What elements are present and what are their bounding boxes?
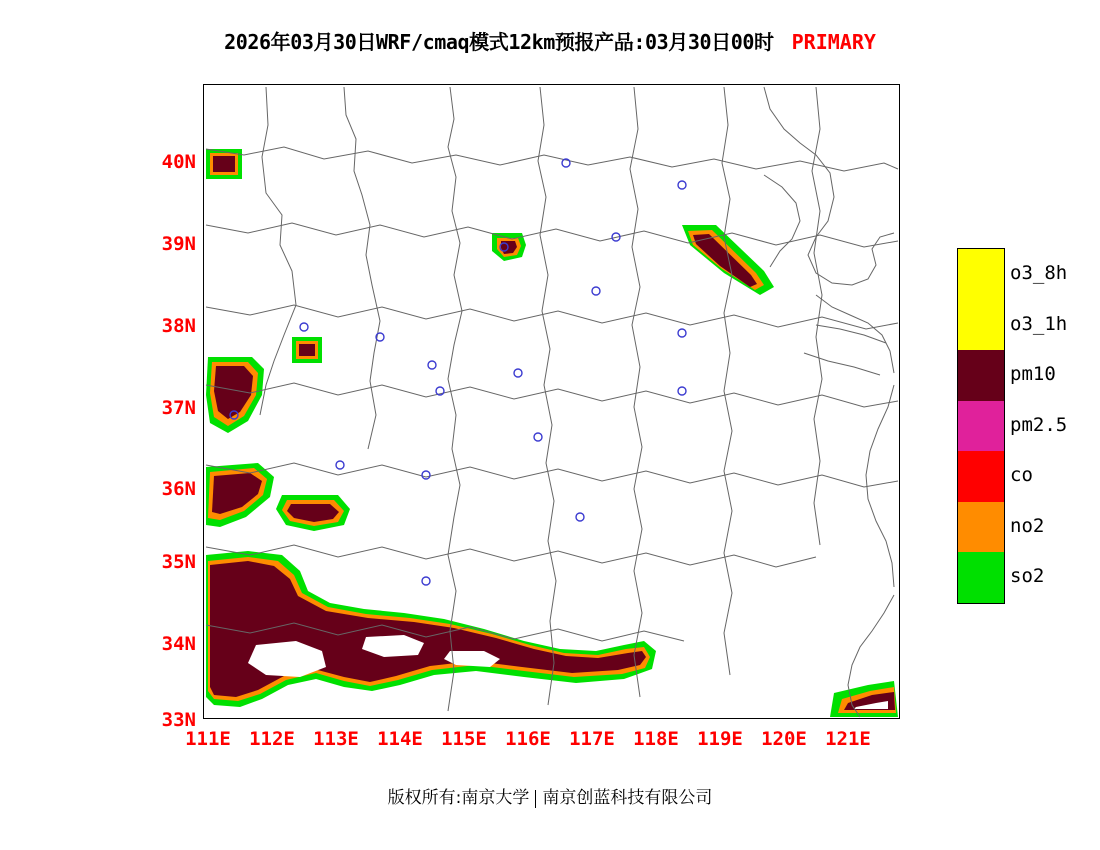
region-henan-anhui-long-band [206, 551, 656, 707]
axis-label-lat-38n: 38N [161, 315, 196, 337]
region-shanxi-west-band [206, 337, 322, 433]
map-canvas[interactable] [203, 84, 900, 719]
footer-divider [535, 790, 536, 808]
legend-colorbar [957, 248, 1005, 604]
legend-swatch-pm10[interactable] [958, 350, 1004, 401]
region-south-shandong-band [206, 463, 350, 531]
legend-swatch-co[interactable] [958, 451, 1004, 502]
region-southeast-coast-patch [830, 681, 898, 717]
copyright-right: 南京创蓝科技有限公司 [542, 788, 713, 808]
axis-label-lon-115e: 115E [441, 728, 487, 750]
axis-label-lon-119e: 119E [697, 728, 743, 750]
copyright-left: 版权所有:南京大学 [387, 788, 530, 808]
axis-label-lat-40n: 40N [161, 151, 196, 173]
title-text: 2026年03月30日WRF/cmaq模式12km预报产品:03月30日00时 [224, 30, 774, 54]
legend-swatch-no2[interactable] [958, 502, 1004, 553]
axis-label-lat-39n: 39N [161, 233, 196, 255]
legend-labels [1010, 248, 1100, 604]
axis-label-lon-121e: 121E [825, 728, 871, 750]
axis-label-lon-112e: 112E [249, 728, 295, 750]
legend-swatch-o3-8h[interactable] [958, 249, 1004, 300]
axis-label-lon-116e: 116E [505, 728, 551, 750]
legend-label-co: co [1010, 464, 1033, 487]
legend-label-no2: no2 [1010, 514, 1045, 537]
legend-swatch-pm25[interactable] [958, 401, 1004, 452]
legend-label-o3-1h: o3_1h [1010, 312, 1068, 335]
axis-label-lon-120e: 120E [761, 728, 807, 750]
axis-label-lon-111e: 111E [185, 728, 231, 750]
map-graphics [204, 85, 899, 718]
legend-swatch-o3-1h[interactable] [958, 300, 1004, 351]
axis-label-lat-34n: 34N [161, 633, 196, 655]
legend-swatch-so2[interactable] [958, 552, 1004, 603]
axis-label-lat-35n: 35N [161, 551, 196, 573]
title-primary-badge: PRIMARY [791, 30, 876, 54]
axis-label-lon-118e: 118E [633, 728, 679, 750]
axis-label-lon-113e: 113E [313, 728, 359, 750]
axis-label-lat-36n: 36N [161, 478, 196, 500]
legend-label-o3-8h: o3_8h [1010, 262, 1068, 284]
axis-label-lon-114e: 114E [377, 728, 423, 750]
page-title [0, 26, 1100, 55]
legend-label-pm25: pm2.5 [1010, 413, 1068, 436]
region-beijing-tianjin-belt [682, 225, 774, 295]
axis-label-lat-37n: 37N [161, 397, 196, 419]
legend-label-pm10: pm10 [1010, 363, 1056, 386]
copyright-footer [0, 783, 1100, 808]
axis-label-lat-33n: 33N [161, 709, 196, 731]
axis-label-lon-117e: 117E [569, 728, 615, 750]
legend-label-so2: so2 [1010, 565, 1045, 588]
